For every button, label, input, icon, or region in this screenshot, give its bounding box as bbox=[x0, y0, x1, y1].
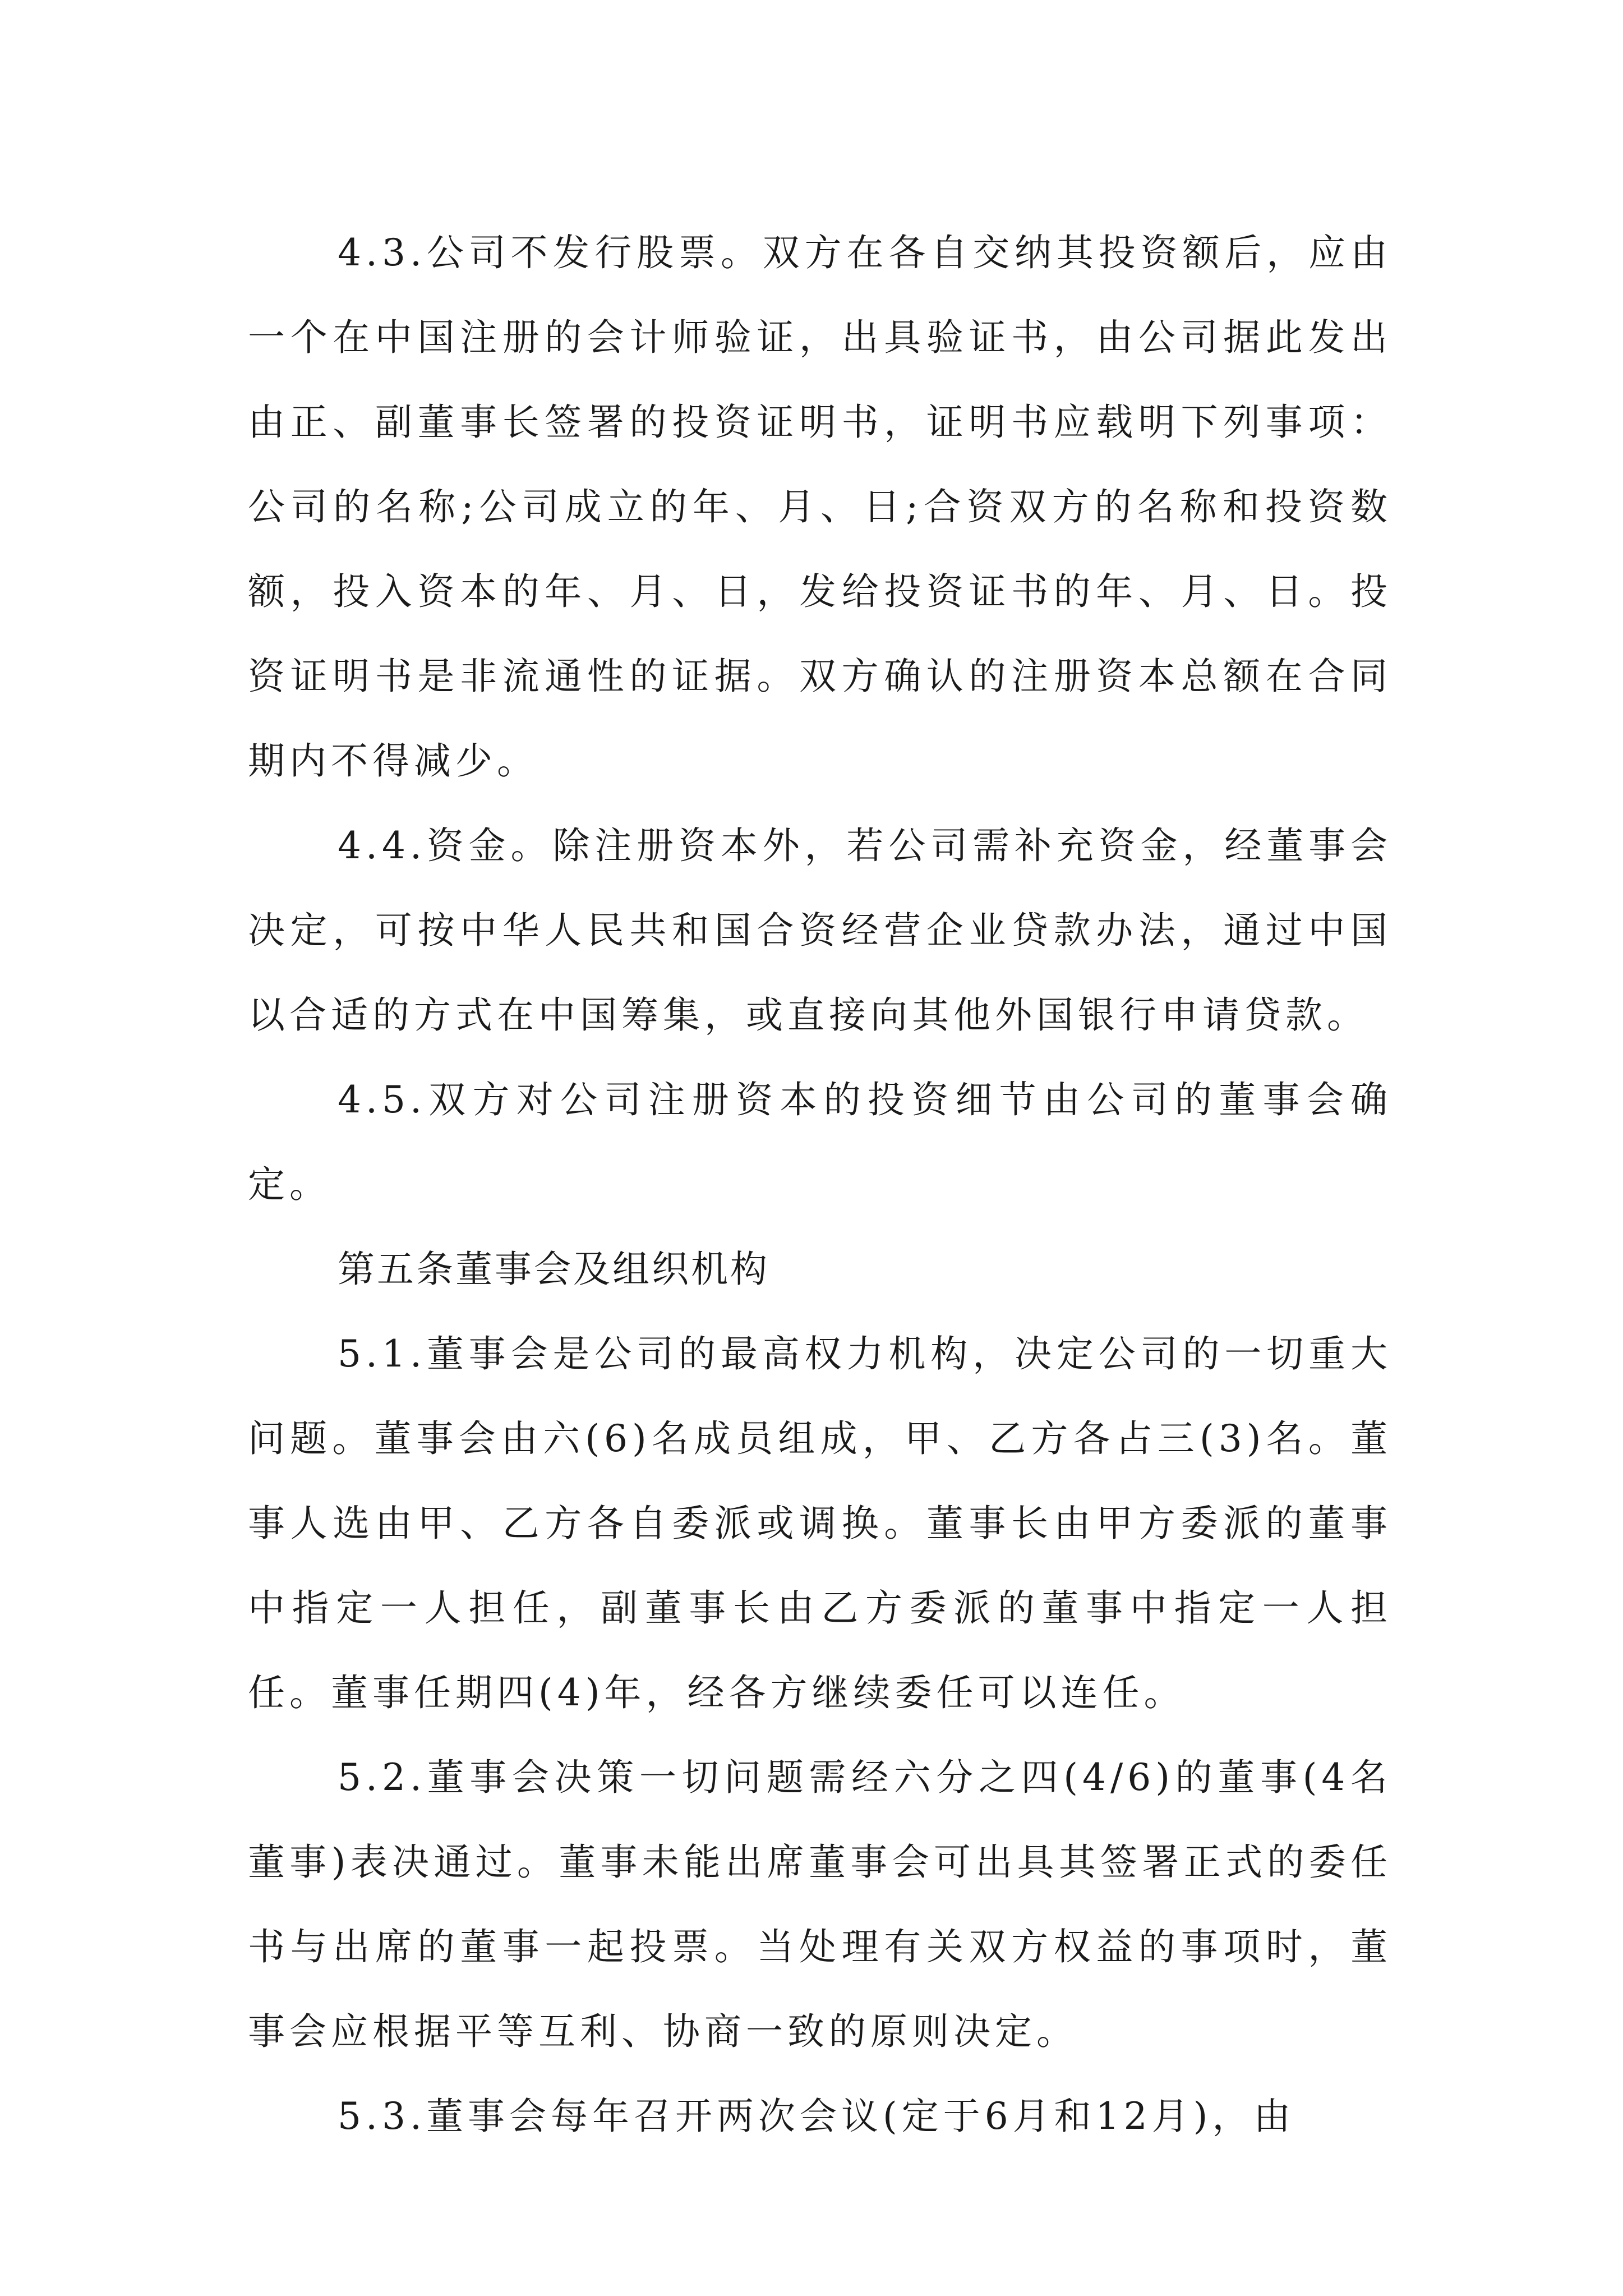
section-heading-article-5: 第五条董事会及组织机构 bbox=[338, 1248, 769, 1291]
paragraph-5-3: 5.3.董事会每年召开两次会议(定于6月和12月)，由 bbox=[338, 2095, 1295, 2138]
paragraph-5-2: 5.2.董事会决策一切问题需经六分之四(4/6)的董事(4名董事)表决通过。董事未能出席董事会可出具其签署正式的委任书与出席的董事一起投票。当处理有关双方权益的事项时，董事会应根据平等互利、协商一致的原则决定。 bbox=[248, 1756, 1392, 2053]
paragraph-5-1: 5.1.董事会是公司的最高权力机构，决定公司的一切重大问题。董事会由六(6)名成员组成，甲、乙方各占三(3)名。董事人选由甲、乙方各自委派或调换。董事长由甲方委派的董事中指定一人担任，副董事长由乙方委派的董事中指定一人担任。董事任期四(4)年，经各方继续委任可以连任。 bbox=[248, 1332, 1392, 1714]
paragraph-4-4: 4.4.资金。除注册资本外，若公司需补充资金，经董事会决定，可按中华人民共和国合资经营企业贷款办法，通过中国以合适的方式在中国筹集，或直接向其他外国银行申请贷款。 bbox=[248, 824, 1392, 1037]
paragraph-4-5: 4.5.双方对公司注册资本的投资细节由公司的董事会确定。 bbox=[248, 1078, 1392, 1206]
document-body bbox=[248, 210, 1392, 2159]
paragraph-4-3: 4.3.公司不发行股票。双方在各自交纳其投资额后，应由一个在中国注册的会计师验证，出具验证书，由公司据此发出由正、副董事长签署的投资证明书，证明书应载明下列事项：公司的名称;公司成立的年、月、日;合资双方的名称和投资数额，投入资本的年、月、日，发给投资证书的年、月、日。投资证明书是非流通性的证据。双方确认的注册资本总额在合同期内不得减少。 bbox=[248, 231, 1392, 783]
